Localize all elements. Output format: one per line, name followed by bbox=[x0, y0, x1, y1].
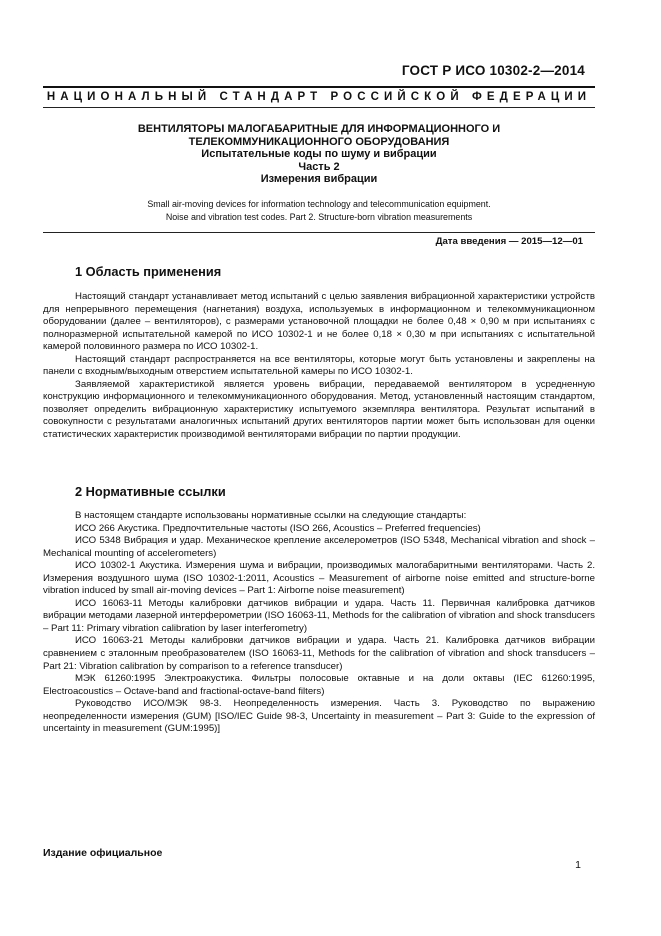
reference-item: МЭК 61260:1995 Электроакустика. Фильтры полосовые октавные и на доли октавы (IEC 61260:1995, Electroacoustics – Octave-band and fractional-octave-band filters) bbox=[43, 673, 595, 697]
section-1-paragraph: Настоящий стандарт устанавливает метод испытаний с целью заявления вибрационной характеристики устройств для непрерывного перемещения (нагнетания) воздуха, используемых в информационном и телекоммуникационном оборудовании (далее – вентиляторов), с размерами установочной площадки не более 0,48 × 0,90 м при испытаниях с полноразмерной испытательной камерой по ИСО 10302-1 и не более 0,18 × 0,30 м при испытаниях с испытательной камерой половинного размера по ИСО 10302-1. bbox=[43, 291, 595, 353]
section-1-heading: 1 Область применения bbox=[75, 264, 222, 279]
title-line-2: ТЕЛЕКОММУНИКАЦИОННОГО ОБОРУДОВАНИЯ bbox=[188, 135, 450, 148]
section-2-body bbox=[43, 510, 595, 736]
title-part-name: Измерения вибрации bbox=[260, 173, 378, 186]
section-1-body bbox=[43, 291, 595, 442]
english-title bbox=[43, 198, 595, 223]
english-title-line-1: Small air-moving devices for information technology and telecommunication equipment. bbox=[147, 199, 491, 209]
reference-item: ИСО 16063-11 Методы калибровки датчиков вибрации и удара. Часть 11. Первичная калибровка датчиков вибрации методами лазерной интерферометрии (ISO 16063-11, Methods for the calibration of vibration and shock transducers – Part 11: Primary vibration calibration by laser interferometry) bbox=[43, 597, 595, 634]
reference-item: В настоящем стандарте использованы нормативные ссылки на следующие стандарты: bbox=[75, 510, 467, 521]
section-2-heading: 2 Нормативные ссылки bbox=[75, 484, 226, 499]
document-code: ГОСТ Р ИСО 10302-2—2014 bbox=[401, 63, 585, 78]
national-standard-banner: НАЦИОНАЛЬНЫЙ СТАНДАРТ РОССИЙСКОЙ ФЕДЕРАЦИИ bbox=[46, 91, 592, 103]
reference-item: ИСО 16063-21 Методы калибровки датчиков вибрации и удара. Часть 21. Калибровка датчиков вибрации сравнением с эталонным преобразователем (ISO 16063-11, Methods for the calibration of vibration and shock transducers – Part 21: Vibration calibration by comparison to a reference transducer) bbox=[43, 635, 595, 672]
reference-item: ИСО 266 Акустика. Предпочтительные частоты (ISO 266, Acoustics – Preferred frequencies) bbox=[75, 522, 481, 534]
document-title bbox=[43, 123, 595, 186]
reference-item: ИСО 10302-1 Акустика. Измерения шума и вибрации, производимых малогабаритными вентиляторами. Часть 2. Измерения воздушного шума (ISO 10302-1:2011, Acoustics – Measurement of airborne noise emitted and structure-borne vibration induced by small air-moving devices – Part 1: Airborne noise measurement) bbox=[43, 560, 595, 597]
header-rule-bottom bbox=[43, 107, 595, 108]
official-edition-label: Издание официальное bbox=[43, 847, 163, 859]
english-title-line-2: Noise and vibration test codes. Part 2. Structure-born vibration measurements bbox=[165, 211, 473, 222]
reference-item: ИСО 5348 Вибрация и удар. Механическое крепление акселерометров (ISO 5348, Mechanical vibration and shock – Mechanical mounting of accelerometers) bbox=[43, 535, 595, 559]
section-1-paragraph: Заявляемой характеристикой является уровень вибрации, передаваемой вентилятором в усредненную конструкцию информационного и телекоммуникационного оборудования. Метод, установленный настоящим стандартом, позволяет определить вибрационную характеристику испытуемого экземпляра вентилятора. Результат испытаний в совокупности с результатами аналогичных испытаний других вентиляторов партии может быть использован для оценки статистических характеристик производимой вентиляторами вибрации по партии продукции. bbox=[43, 378, 595, 441]
reference-item: Руководство ИСО/МЭК 98-3. Неопределенность измерения. Часть 3. Руководство по выражению неопределенности измерения (GUM) [ISO/IEC Guide 98-3, Uncertainty in measurement – Part 3: Guide to the expression of uncertainty in measurement (GUM:1995)] bbox=[43, 698, 595, 735]
header-rule-top bbox=[43, 86, 595, 88]
title-line-1: ВЕНТИЛЯТОРЫ МАЛОГАБАРИТНЫЕ ДЛЯ ИНФОРМАЦИОННОГО И bbox=[137, 123, 501, 135]
title-part: Часть 2 bbox=[298, 160, 340, 173]
introduction-date: Дата введения — 2015—12—01 bbox=[435, 236, 583, 247]
section-1-paragraph: Настоящий стандарт распространяется на все вентиляторы, которые могут быть установлены и закреплены на панели с входным/выходным отверстием испытательной камеры по ИСО 10302-1. bbox=[43, 353, 595, 378]
title-line-3: Испытательные коды по шуму и вибрации bbox=[201, 148, 437, 161]
intro-date-rule bbox=[43, 232, 595, 233]
page-number: 1 bbox=[575, 859, 581, 871]
